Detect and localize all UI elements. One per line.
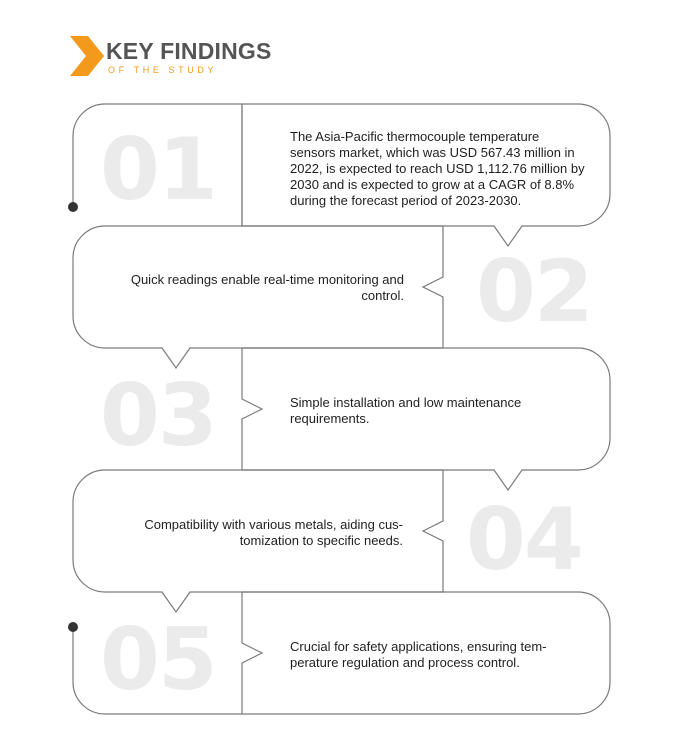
finding-text-1: The Asia-Pacific thermocouple temperature sensors market, which was USD 567.43 million in 2022, is expected to reach USD 1,112.76 million by 2030 and is expected to grow at a CAGR of 8.8% during the forecast period of 2023-2030. bbox=[290, 129, 585, 208]
finding-text-5: Crucial for safety applications, ensuring tem-perature regulation and process control. bbox=[290, 639, 547, 670]
finding-number-4: 04 bbox=[466, 490, 582, 590]
finding-text-4: Compatibility with various metals, aiding cus-tomization to specific needs. bbox=[144, 517, 403, 548]
divider-4 bbox=[423, 470, 443, 592]
divider-2 bbox=[423, 226, 443, 348]
finding-number-3: 03 bbox=[100, 366, 216, 466]
flow-dot-2 bbox=[68, 622, 78, 632]
divider-5 bbox=[242, 592, 262, 714]
divider-3 bbox=[242, 348, 262, 470]
finding-text-2: Quick readings enable real-time monitoring and control. bbox=[130, 272, 404, 303]
finding-number-1: 01 bbox=[100, 120, 216, 220]
finding-number-5: 05 bbox=[100, 610, 216, 710]
finding-number-2: 02 bbox=[476, 242, 592, 342]
page-title: KEY FINDINGS bbox=[106, 38, 272, 64]
page-subtitle: OF THE STUDY bbox=[108, 65, 218, 75]
flow-dot-1 bbox=[68, 202, 78, 212]
finding-text-3: Simple installation and low maintenance requirements. bbox=[290, 395, 522, 426]
